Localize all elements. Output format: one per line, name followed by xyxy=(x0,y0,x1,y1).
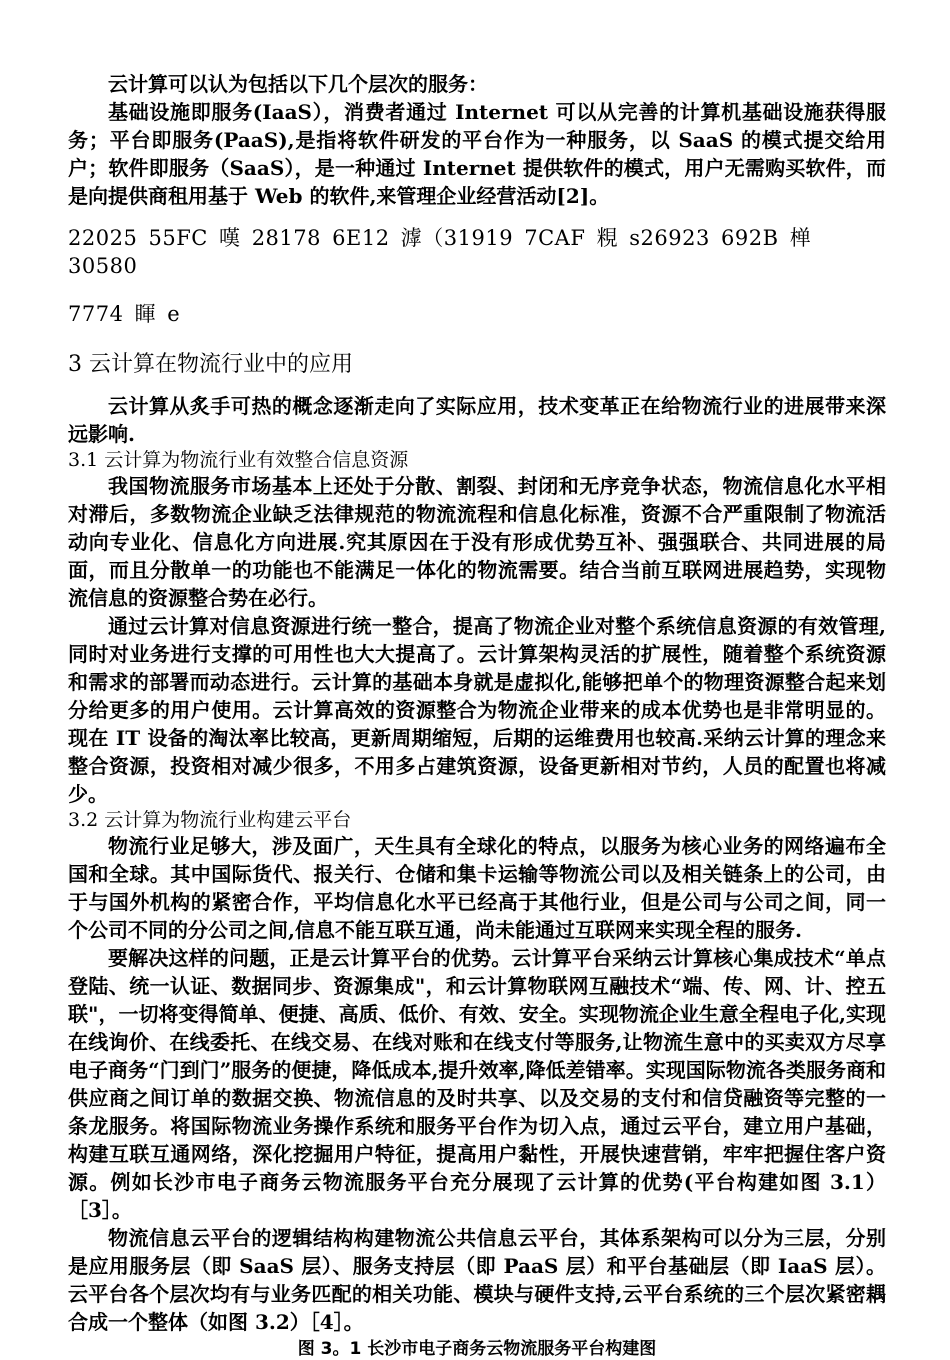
section-3-1-paragraph-2: 通过云计算对信息资源进行统一整合，提高了物流企业对整个系统信息资源的有效管理,同时对业务进行支撑的可用性也大大提高了。云计算架构灵活的扩展性，随着整个系统资源和需求的部署而动态进行。云计算的基础本身就是虚拟化,能够把单个的物理资源整合起来划分给更多的用户使用。云计算高效的资源整合为物流企业带来的成本优势也是非常明显的。现在 IT 设备的淘汰率比较高，更新周期缩短，后期的运维费用也较高.采纳云计算的理念来整合资源，投资相对减少很多，不用多占建筑资源，设备更新相对节约，人员的配置也将减少。 xyxy=(68,614,886,806)
figure-caption: 图 3。1 长沙市电子商务云物流服务平台构建图 xyxy=(297,1339,657,1359)
section-3-1-heading: 3.1 云计算为物流行业有效整合信息资源 xyxy=(68,449,409,471)
section-3-2-paragraph-1: 物流行业足够大，涉及面广，天生具有全球化的特点，以服务为核心业务的网络遍布全国和全球。其中国际货代、报关行、仓储和集卡运输等物流公司以及相关链条上的公司，由于与国外机构的紧密合作，平均信息化水平已经高于其他行业，但是公司与公司之间，同一个公司不同的分公司之间,信息不能互联互通，尚未能通过互联网来实现全程的服务. xyxy=(68,834,886,942)
section-3-2-paragraph-3: 物流信息云平台的逻辑结构构建物流公共信息云平台，其体系架构可以分为三层，分别是应用服务层（即 SaaS 层）、服务支持层（即 PaaS 层）和平台基础层（即 IaaS 层）。云平台各个层次均有与业务匹配的相关功能、模块与硬件支持,云平台系统的三个层次紧密耦合成一个整体（如图 3.2）［4］。 xyxy=(68,1226,886,1334)
garbled-text-line-2: 7774 睴 e xyxy=(68,302,181,326)
garbled-text-line-1: 22025 55FC 嘆 28178 6E12 滹（31919 7CAF 粯 s26923 692B 椫 30580 xyxy=(68,226,812,278)
section-3-heading: 3 云计算在物流行业中的应用 xyxy=(68,352,353,377)
document-page xyxy=(68,70,886,1360)
section-3-1-paragraph-1: 我国物流服务市场基本上还处于分散、割裂、封闭和无序竞争状态，物流信息化水平相对滞后，多数物流企业缺乏法律规范的物流流程和信息化标准，资源不合严重限制了物流活动向专业化、信息化方向进展.究其原因在于没有形成优势互补、强强联合、共同进展的局面，而且分散单一的功能也不能满足一体化的物流需要。结合当前互联网进展趋势，实现物流信息的资源整合势在必行。 xyxy=(68,474,886,610)
intro-paragraph-2: 基础设施即服务(IaaS），消费者通过 Internet 可以从完善的计算机基础设施获得服务；平台即服务(PaaS),是指将软件研发的平台作为一种服务，以 SaaS 的模式提交给用户；软件即服务（SaaS），是一种通过 Internet 提供软件的模式，用户无需购买软件，而是向提供商租用基于 Web 的软件,来管理企业经营活动[2]。 xyxy=(68,100,886,208)
section-3-2-heading: 3.2 云计算为物流行业构建云平台 xyxy=(68,809,352,831)
section-3-2-paragraph-2: 要解决这样的问题，正是云计算平台的优势。云计算平台采纳云计算核心集成技术“单点登陆、统一认证、数据同步、资源集成"，和云计算物联网互融技术“端、传、网、计、控五联"，一切将变得简单、便捷、高质、低价、有效、安全。实现物流企业生意全程电子化,实现在线询价、在线委托、在线交易、在线对账和在线支付等服务,让物流生意中的买卖双方尽享电子商务“门到门”服务的便捷，降低成本,提升效率,降低差错率。实现国际物流各类服务商和供应商之间订单的数据交换、物流信息的及时共享、以及交易的支付和信贷融资等完整的一条龙服务。将国际物流业务操作系统和服务平台作为切入点，通过云平台，建立用户基础，构建互联互通网络，深化挖掘用户特征，提高用户黏性，开展快速营销，牢牢把握住客户资源。例如长沙市电子商务云物流服务平台充分展现了云计算的优势(平台构建如图 3.1）［3］。 xyxy=(68,946,886,1222)
section-3-intro: 云计算从炙手可热的概念逐渐走向了实际应用，技术变革正在给物流行业的进展带来深远影响. xyxy=(68,394,886,446)
intro-paragraph-1: 云计算可以认为包括以下几个层次的服务： xyxy=(108,72,488,96)
